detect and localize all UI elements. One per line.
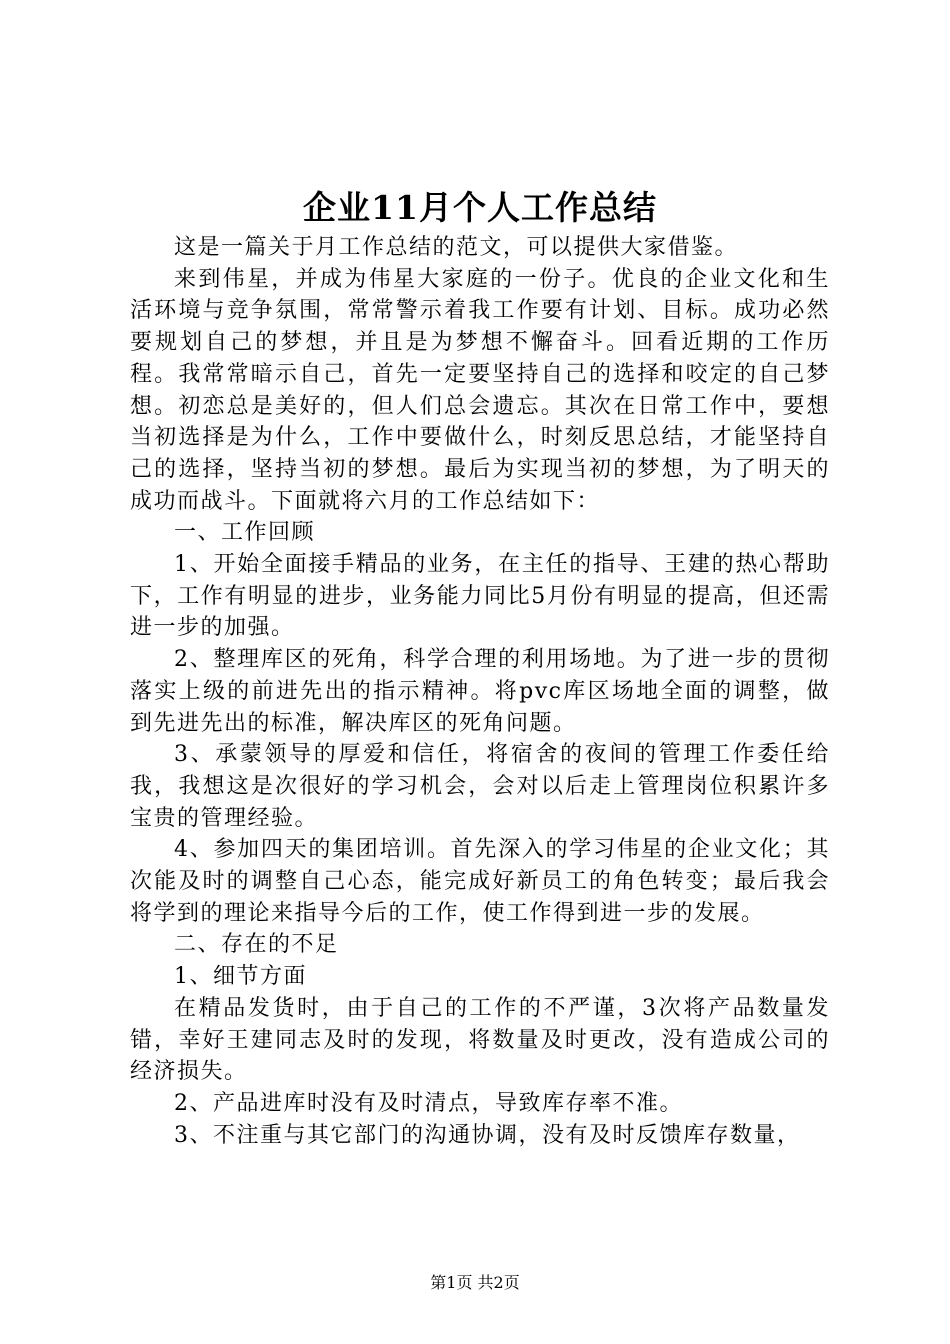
page-footer: 第1页 共2页 bbox=[430, 1273, 520, 1292]
paragraph-shortcoming-3: 3、不注重与其它部门的沟通协调，没有及时反馈库存数量， bbox=[174, 1122, 801, 1148]
document-body bbox=[130, 232, 830, 1151]
paragraph-opening: 来到伟星，并成为伟星大家庭的一份子。优良的企业文化和生活环境与竞争氛围，常常警示着我工作要有计划、目标。成功必然要规划自己的梦想，并且是为梦想不懈奋斗。回看近期的工作历程。我常常暗示自己，首先一定要坚持自己的选择和咬定的自己梦想。初恋总是美好的，但人们总会遗忘。其次在日常工作中，要想当初选择是为什么，工作中要做什么，时刻反思总结，才能坚持自己的选择，坚持当初的梦想。最后为实现当初的梦想，为了明天的成功而战斗。下面就将六月的工作总结如下： bbox=[130, 266, 830, 514]
paragraph-review-item-1: 1、开始全面接手精品的业务，在主任的指导、王建的热心帮助下，工作有明显的进步，业务能力同比5月份有明显的提高，但还需进一步的加强。 bbox=[130, 552, 830, 641]
document-title: 企业11月个人工作总结 bbox=[303, 188, 657, 227]
paragraph-review-item-2: 2、整理库区的死角，科学合理的利用场地。为了进一步的贯彻落实上级的前进先出的指示精神。将pvc库区场地全面的调整，做到先进先出的标准，解决库区的死角问题。 bbox=[130, 647, 830, 736]
subheading-details: 1、细节方面 bbox=[174, 964, 307, 990]
section-heading-shortcomings: 二、存在的不足 bbox=[174, 932, 339, 958]
paragraph-intro: 这是一篇关于月工作总结的范文，可以提供大家借鉴。 bbox=[174, 235, 739, 260]
paragraph-details: 在精品发货时，由于自己的工作的不严谨，3次将产品数量发错，幸好王建同志及时的发现，将数量及时更改，没有造成公司的经济损失。 bbox=[130, 995, 830, 1085]
paragraph-review-item-4: 4、参加四天的集团培训。首先深入的学习伟星的企业文化；其次能及时的调整自己心态，能完成好新员工的角色转变；最后我会将学到的理论来指导今后的工作，使工作得到进一步的发展。 bbox=[130, 837, 830, 926]
paragraph-review-item-3: 3、承蒙领导的厚爱和信任，将宿舍的夜间的管理工作委任给我，我想这是次很好的学习机会，会对以后走上管理岗位积累许多宝贵的管理经验。 bbox=[130, 742, 830, 831]
paragraph-shortcoming-2: 2、产品进库时没有及时清点，导致库存率不准。 bbox=[174, 1090, 683, 1116]
section-heading-work-review: 一、工作回顾 bbox=[174, 520, 316, 546]
